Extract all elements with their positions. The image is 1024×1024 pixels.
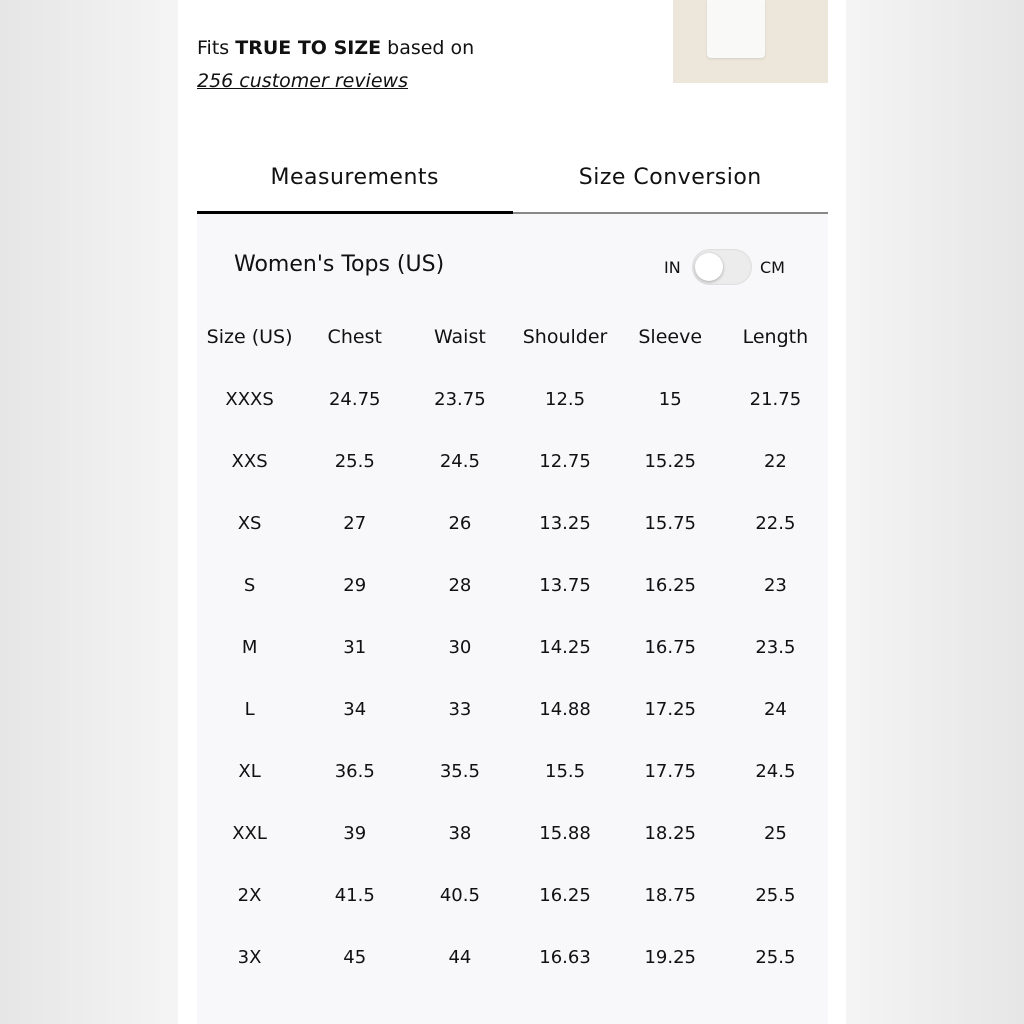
table-cell: 34: [343, 698, 367, 720]
table-cell: XL: [238, 760, 261, 782]
unit-cm-label: CM: [760, 258, 785, 277]
table-cell: 40.5: [439, 884, 480, 906]
fit-suffix: based on: [387, 37, 475, 59]
table-cell: 25.5: [755, 884, 796, 906]
table-cell: 24.75: [328, 388, 381, 410]
toggle-knob: [695, 253, 723, 281]
table-cell: 21.75: [749, 388, 802, 410]
table-cell: 16.63: [539, 946, 591, 968]
unit-in-label: IN: [664, 258, 681, 277]
table-cell: 30: [448, 636, 472, 658]
table-cell: 41.5: [334, 884, 375, 906]
table-row: [197, 368, 828, 430]
unit-toggle[interactable]: [692, 249, 752, 285]
table-cell: 29: [343, 574, 367, 596]
table-cell: 13.75: [539, 574, 591, 596]
table-cell: 24: [763, 698, 787, 720]
table-cell: 17.25: [644, 698, 696, 720]
table-row: [197, 740, 828, 802]
table-row: [197, 616, 828, 678]
table-cell: 25.5: [334, 450, 375, 472]
table-cell: 13.25: [539, 512, 591, 534]
table-cell: 28: [448, 574, 472, 596]
table-cell: 15.75: [644, 512, 696, 534]
table-cell: 12.5: [545, 388, 586, 410]
table-cell: 35.5: [439, 760, 480, 782]
table-cell: S: [243, 574, 256, 596]
table-cell: 26: [448, 512, 472, 534]
table-cell: 18.25: [644, 822, 696, 844]
table-cell: 33: [448, 698, 472, 720]
table-cell: 24.5: [439, 450, 480, 472]
table-cell: 15.25: [644, 450, 696, 472]
table-header-row: [197, 306, 828, 368]
table-cell: 38: [448, 822, 472, 844]
table-cell: 2X: [237, 884, 262, 906]
table-cell: 15.88: [539, 822, 591, 844]
table-row: [197, 554, 828, 616]
table-cell: XXXS: [225, 388, 274, 410]
table-cell: 3X: [237, 946, 262, 968]
table-row: [197, 802, 828, 864]
table-cell: 14.25: [539, 636, 591, 658]
tab-measurements[interactable]: Measurements: [197, 158, 513, 215]
fit-summary: [197, 32, 474, 98]
table-cell: 25.5: [755, 946, 796, 968]
table-cell: 16.25: [644, 574, 696, 596]
table-cell: L: [244, 698, 255, 720]
column-header: Size (US): [206, 326, 293, 348]
table-cell: 44: [448, 946, 472, 968]
table-cell: XXL: [232, 822, 267, 844]
fit-emphasis: TRUE TO SIZE: [235, 37, 382, 59]
table-cell: M: [241, 636, 258, 658]
table-cell: 18.75: [644, 884, 696, 906]
table-cell: 17.75: [644, 760, 696, 782]
fit-prefix: Fits: [197, 37, 230, 59]
column-header: Length: [742, 326, 809, 348]
product-thumbnail: [673, 0, 828, 83]
table-cell: 22.5: [755, 512, 796, 534]
table-cell: 14.88: [539, 698, 591, 720]
table-cell: 24.5: [755, 760, 796, 782]
column-header: Sleeve: [638, 326, 703, 348]
garment-image: [707, 0, 765, 58]
table-cell: XS: [237, 512, 262, 534]
table-cell: 15: [658, 388, 682, 410]
customer-reviews-link[interactable]: 256 customer reviews: [197, 70, 408, 92]
table-cell: 12.75: [539, 450, 591, 472]
size-guide-card: [178, 0, 846, 1024]
column-header: Chest: [327, 326, 382, 348]
table-cell: 31: [343, 636, 367, 658]
table-cell: 25: [763, 822, 787, 844]
table-cell: 15.5: [545, 760, 586, 782]
table-cell: 39: [343, 822, 367, 844]
measurements-panel: [197, 214, 828, 1024]
table-cell: 27: [343, 512, 367, 534]
tab-size-conversion[interactable]: Size Conversion: [578, 165, 762, 190]
table-row: [197, 430, 828, 492]
table-cell: 23.75: [434, 388, 486, 410]
table-cell: 16.75: [644, 636, 696, 658]
table-cell: 23: [763, 574, 787, 596]
table-cell: 23.5: [755, 636, 796, 658]
tab-bar: [197, 158, 828, 214]
size-table: [197, 306, 828, 988]
panel-title: Women's Tops (US): [234, 252, 445, 277]
table-row: [197, 492, 828, 554]
table-row: [197, 864, 828, 926]
column-header: Shoulder: [522, 326, 608, 348]
table-cell: 19.25: [644, 946, 696, 968]
table-cell: 45: [343, 946, 367, 968]
table-cell: XXS: [231, 450, 268, 472]
table-cell: 36.5: [334, 760, 375, 782]
table-cell: 16.25: [539, 884, 591, 906]
table-row: [197, 678, 828, 740]
table-row: [197, 926, 828, 988]
column-header: Waist: [433, 326, 486, 348]
table-cell: 22: [763, 450, 787, 472]
